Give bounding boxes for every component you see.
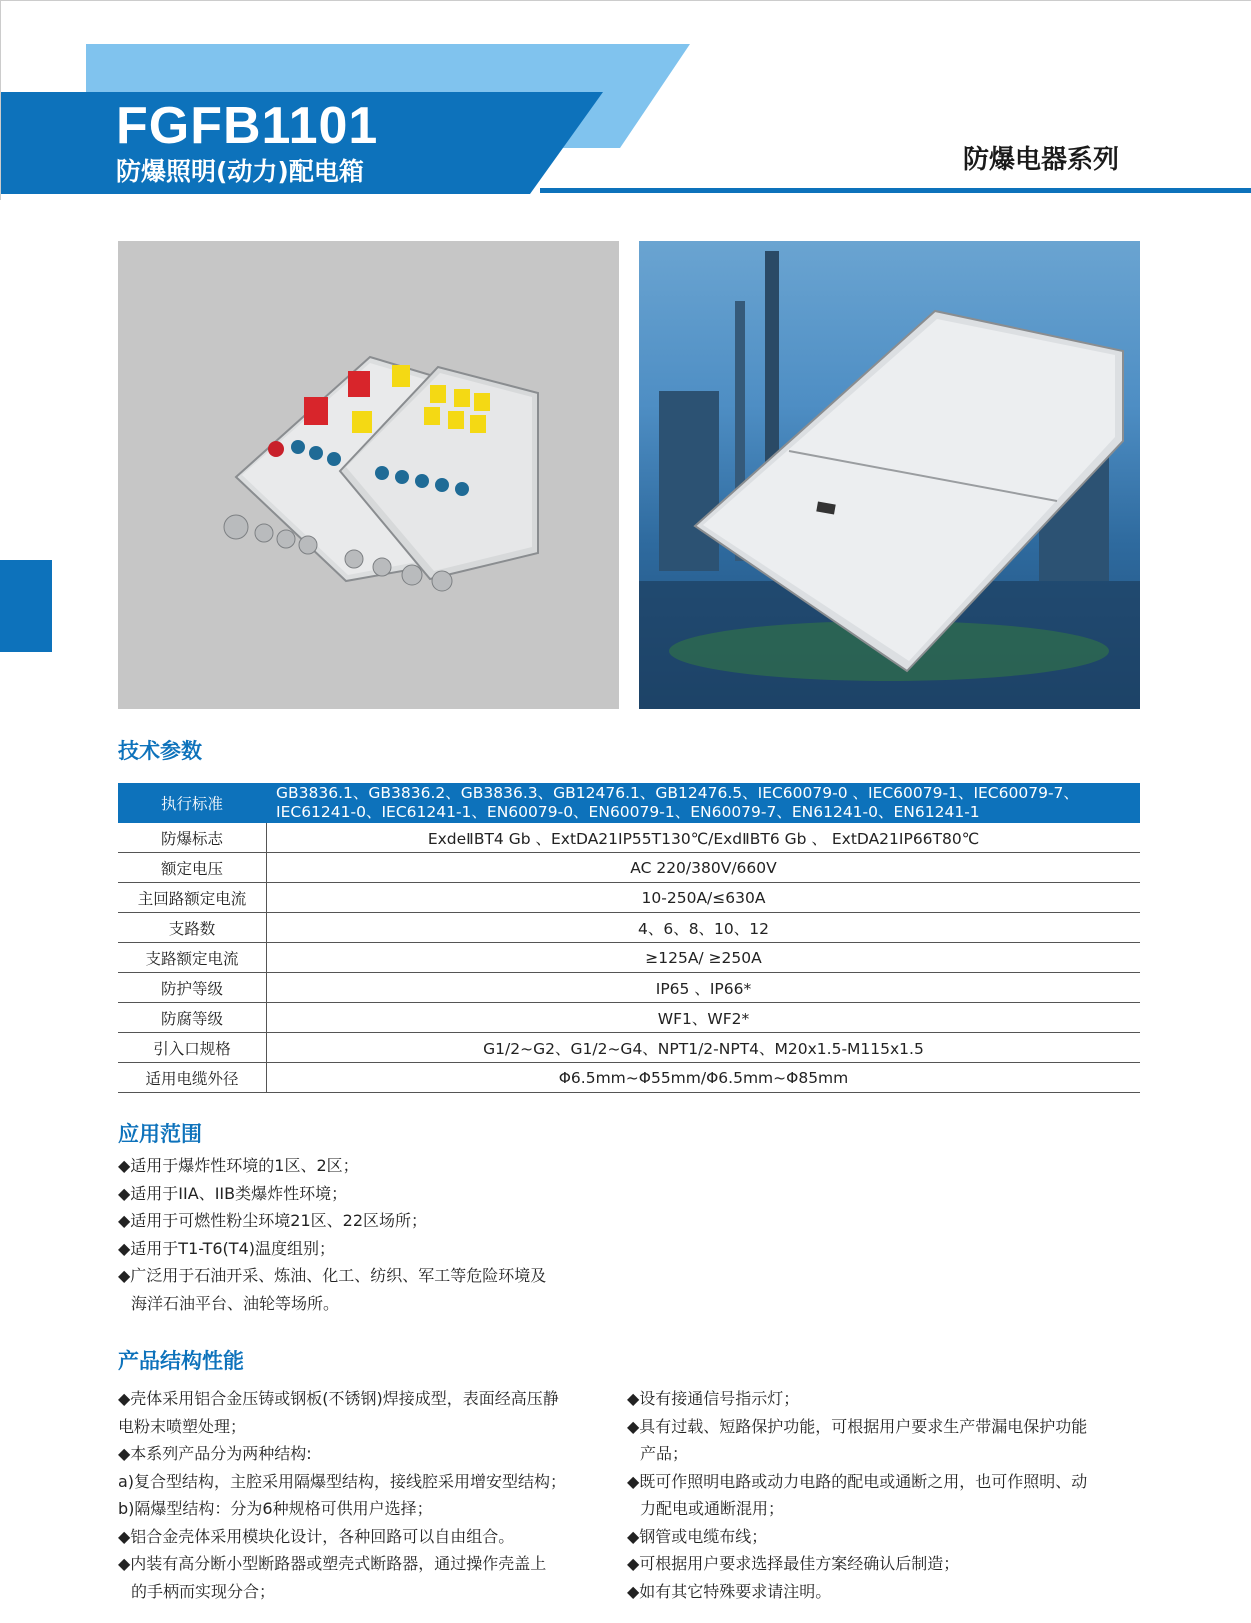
list-item: ◆适用于可燃性粉尘环境21区、22区场所； xyxy=(118,1211,428,1230)
list-item: ◆铝合金壳体采用模块化设计，各种回路可以自由组合。 xyxy=(118,1526,515,1546)
table-row xyxy=(118,823,1140,853)
spec-key: 防腐等级 xyxy=(118,1003,267,1033)
structure-section-title: 产品结构性能 xyxy=(118,1349,244,1373)
spec-value: IP65 、IP66* xyxy=(267,973,1141,1003)
table-row xyxy=(118,853,1140,883)
spec-value: 4、6、8、10、12 xyxy=(267,913,1141,943)
spec-key: 适用电缆外径 xyxy=(118,1063,267,1093)
spec-value: WF1、WF2* xyxy=(267,1003,1141,1033)
list-item: 力配电或通断混用； xyxy=(640,1499,785,1518)
table-row xyxy=(118,973,1140,1003)
model-number: FGFB1101 xyxy=(116,97,379,155)
header-rule xyxy=(540,188,1251,193)
spec-key: 支路数 xyxy=(118,913,267,943)
application-section-title: 应用范围 xyxy=(118,1122,202,1146)
list-item: ◆设有接通信号指示灯； xyxy=(627,1389,800,1408)
spec-key: 防爆标志 xyxy=(118,823,267,853)
table-row xyxy=(118,1003,1140,1033)
spec-key: 支路额定电流 xyxy=(118,943,267,973)
list-item: ◆适用于爆炸性环境的1区、2区； xyxy=(118,1156,359,1175)
list-item: 海洋石油平台、油轮等场所。 xyxy=(131,1293,340,1313)
spec-key: 防护等级 xyxy=(118,973,267,1003)
table-row xyxy=(118,943,1140,973)
structure-list-left xyxy=(118,1385,566,1605)
list-item: 电粉末喷塑处理； xyxy=(118,1416,247,1436)
spec-key: 执行标准 xyxy=(118,783,267,823)
list-item: a)复合型结构，主腔采用隔爆型结构，接线腔采用增安型结构； xyxy=(118,1471,567,1491)
list-item: 产品； xyxy=(640,1444,689,1463)
table-row xyxy=(118,783,1140,823)
list-item: ◆内装有高分断小型断路器或塑壳式断路器，通过操作壳盖上 xyxy=(118,1554,547,1573)
product-name: 防爆照明(动力)配电箱 xyxy=(116,157,364,186)
product-photo xyxy=(118,241,619,709)
structure-list-right xyxy=(627,1385,1087,1605)
tech-section-title: 技术参数 xyxy=(118,739,202,763)
spec-value: ≥125A/ ≥250A xyxy=(267,943,1141,973)
application-list xyxy=(118,1152,546,1317)
distribution-box-illustration xyxy=(118,241,619,709)
refinery-scene-illustration xyxy=(639,241,1140,709)
list-item: ◆广泛用于石油开采、炼油、化工、纺织、军工等危险环境及 xyxy=(118,1266,547,1285)
list-item: ◆适用于IIA、IIB类爆炸性环境； xyxy=(118,1183,348,1203)
spec-value: ExdeⅡBT4 Gb 、ExtDA21IP55T130℃/ExdⅡBT6 Gb 、 ExtDA21IP66T80℃ xyxy=(267,823,1141,853)
side-tab xyxy=(0,560,52,652)
list-item: ◆钢管或电缆布线； xyxy=(627,1526,768,1546)
list-item: ◆可根据用户要求选择最佳方案经确认后制造； xyxy=(627,1554,960,1573)
spec-key: 引入口规格 xyxy=(118,1033,267,1063)
spec-value: AC 220/380V/660V xyxy=(267,853,1141,883)
spec-value xyxy=(267,783,1141,823)
spec-value: G1/2~G2、G1/2~G4、NPT1/2-NPT4、M20x1.5-M115x1.5 xyxy=(267,1033,1141,1063)
table-row xyxy=(118,1033,1140,1063)
table-row xyxy=(118,913,1140,943)
spec-value: 10-250A/≤630A xyxy=(267,883,1141,913)
list-item: ◆具有过载、短路保护功能，可根据用户要求生产带漏电保护功能 xyxy=(627,1416,1088,1436)
list-item: ◆壳体采用铝合金压铸或钢板(不锈钢)焊接成型，表面经高压静 xyxy=(118,1389,559,1408)
list-item: ◆既可作照明电路或动力电路的配电或通断之用，也可作照明、动 xyxy=(627,1471,1088,1491)
list-item: ◆如有其它特殊要求请注明。 xyxy=(627,1581,832,1601)
spec-value-line: GB3836.1、GB3836.2、GB3836.3、GB12476.1、GB12476.5、IEC60079-0 、IEC60079-1、IEC60079-7、 xyxy=(276,783,1079,802)
table-row xyxy=(118,1063,1140,1093)
list-item: ◆本系列产品分为两种结构: xyxy=(118,1444,312,1463)
spec-key: 主回路额定电流 xyxy=(118,883,267,913)
spec-key: 额定电压 xyxy=(118,853,267,883)
table-row xyxy=(118,883,1140,913)
spec-value: Φ6.5mm~Φ55mm/Φ6.5mm~Φ85mm xyxy=(267,1063,1141,1093)
scene-photo xyxy=(639,241,1140,709)
spec-table xyxy=(118,783,1140,1093)
spec-value-line: IEC61241-0、IEC61241-1、EN60079-0、EN60079-1、EN60079-7、EN61241-0、EN61241-1 xyxy=(276,802,980,821)
list-item: ◆适用于T1-T6(T4)温度组别； xyxy=(118,1238,335,1258)
series-title: 防爆电器系列 xyxy=(963,145,1120,175)
list-item: b)隔爆型结构：分为6种规格可供用户选择； xyxy=(118,1499,433,1518)
list-item: 的手柄而实现分合； xyxy=(131,1581,276,1601)
